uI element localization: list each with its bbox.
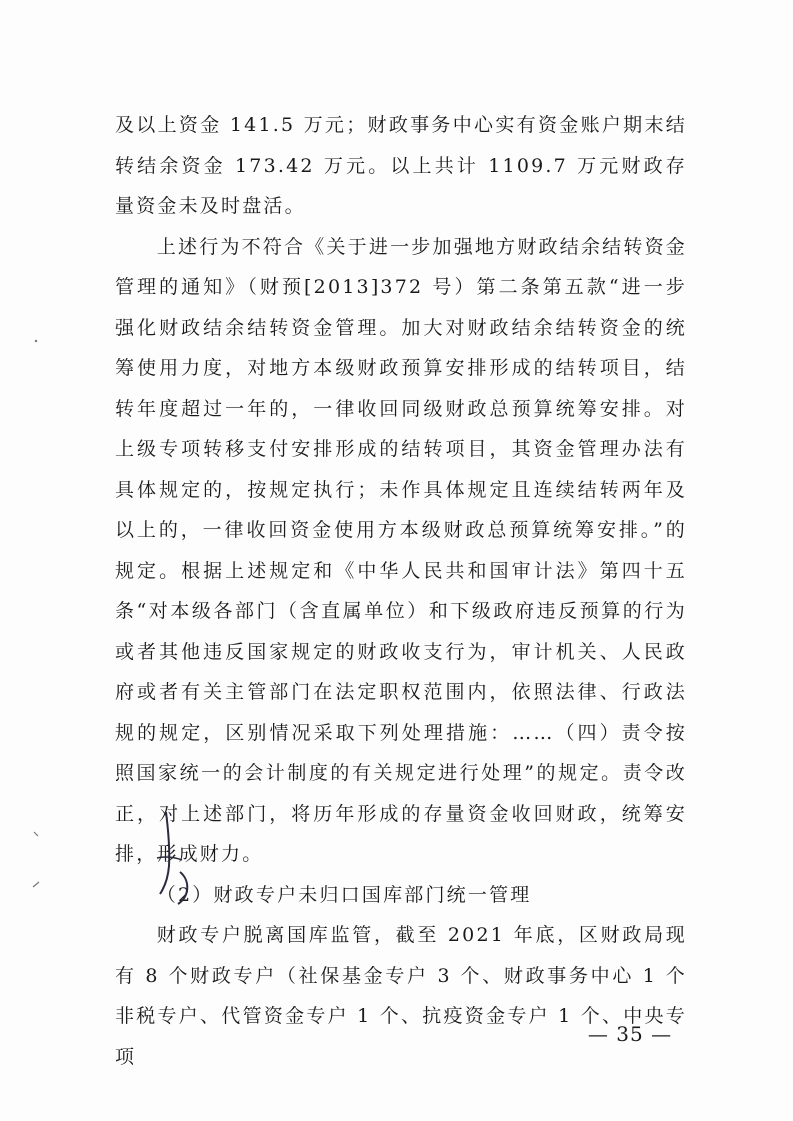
page-number: — 35 —	[587, 1022, 673, 1046]
body-text	[115, 105, 687, 1077]
paragraph-fiscal-accounts: 财政专户脱离国库监管，截至 2021 年底，区财政局现有 8 个财政专户（社保基金专户 3 个、财政事务中心 1 个非税专户、代管资金专户 1 个、抗疫资金专户 1 个、中央专项	[115, 924, 687, 1068]
section-heading: （2）财政专户未归口国库部门统一管理	[156, 883, 532, 906]
paragraph-continuation: 及以上资金 141.5 万元；财政事务中心实有资金账户期末结转结余资金 173.42 万元。以上共计 1109.7 万元财政存量资金未及时盘活。	[115, 114, 687, 217]
scan-speck-icon	[30, 828, 44, 842]
bracket-pen-mark-icon	[168, 868, 198, 908]
scan-speck-icon	[30, 335, 42, 347]
scan-speck-icon	[30, 878, 44, 892]
paragraph-regulation: 上述行为不符合《关于进一步加强地方财政结余结转资金管理的通知》（财预[2013]372 号）第二条第五款“进一步强化财政结余结转资金管理。加大对财政结余结转资金的统筹使用力度，对地方本级财政预算安排形成的结转项目，结转年度超过一年的，一律收回同级财政总预算统筹安排。对上级专项转移支付安排形成的结转项目，其资金管理办法有具体规定的，按规定执行；未作具体规定且连续结转两年及以上的，一律收回资金使用方本级财政总预算统筹安排。”的规定。根据上述规定和《中华人民共和国审计法》第四十五条“对本级各部门（含直属单位）和下级政府违反预算的行为或者其他违反国家规定的财政收支行为，审计机关、人民政府或者有关主管部门在法定职权范围内，依照法律、行政法规的规定，区别情况采取下列处理措施：……（四）责令按照国家统一的会计制度的有关规定进行处理”的规定。责令改正，对上述部门，将历年形成的存量资金收回财政，统筹安排，形成财力。	[115, 235, 687, 865]
